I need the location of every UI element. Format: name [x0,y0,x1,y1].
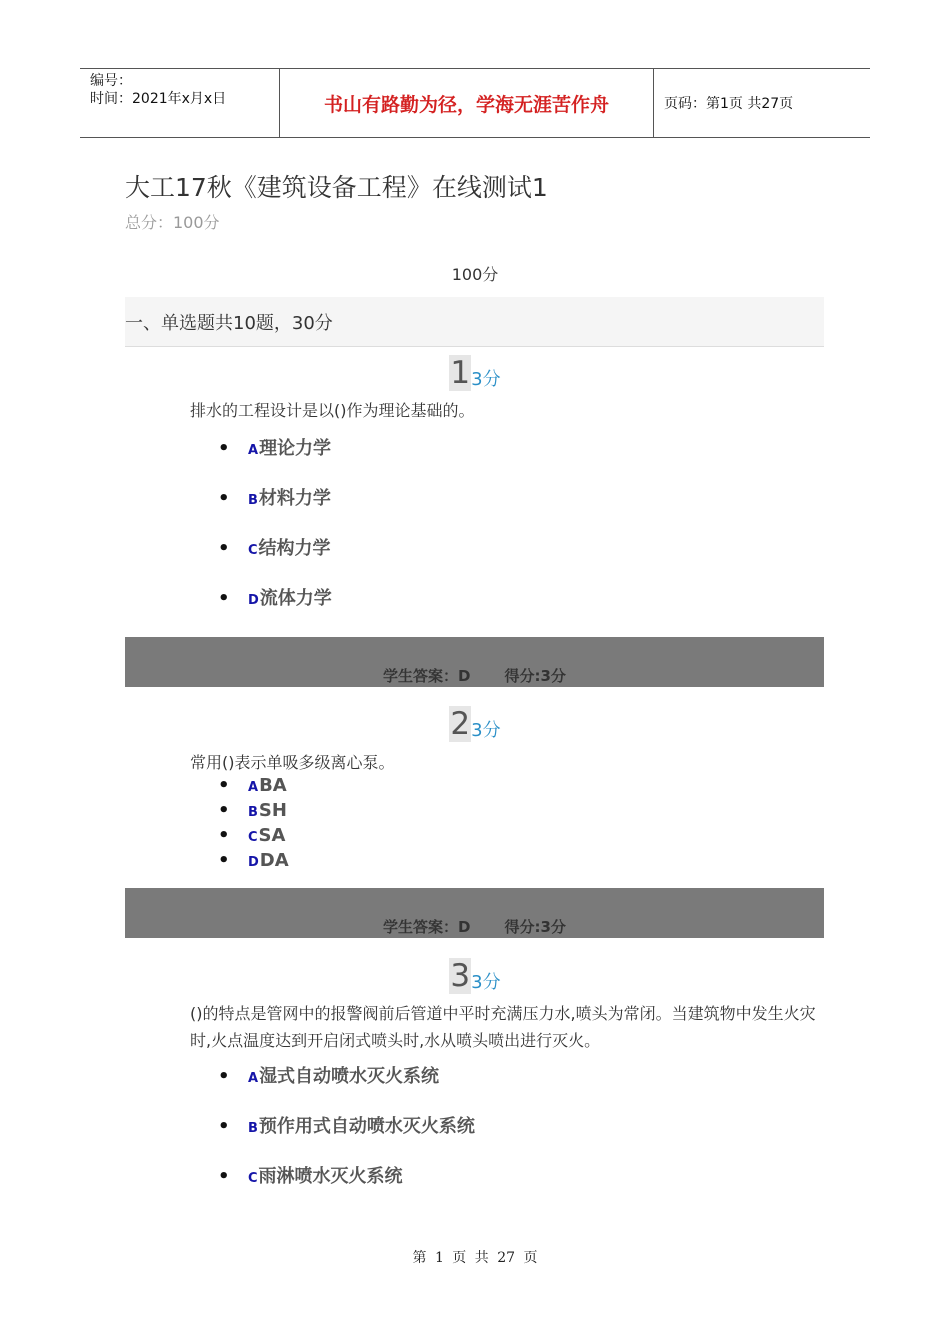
question-text: 排水的工程设计是以()作为理论基础的。 [190,401,475,420]
option-text: DA [259,850,289,871]
question-points: 3分 [471,720,501,741]
option-letter: D [248,593,259,608]
question-index: 3 [450,958,471,994]
option-text: SA [258,825,286,846]
option-letter: B [248,805,258,820]
option-item[interactable] [218,587,332,637]
score-earned: 得分:3分 [504,918,566,936]
question-text: 常用()表示单吸多级离心泵。 [190,753,395,772]
exam-title: 大工17秋《建筑设备工程》在线测试1 [125,173,548,202]
option-item[interactable] [218,1115,475,1165]
option-text: 流体力学 [259,588,332,609]
option-item[interactable] [218,487,332,537]
option-item[interactable] [218,1165,475,1215]
question-index: 1 [450,355,471,391]
option-text: SH [258,800,287,821]
option-item[interactable] [218,849,289,874]
page-footer: 第 1 页 共 27 页 [412,1250,538,1266]
option-letter: B [248,1121,258,1136]
score-earned: 得分:3分 [504,667,566,685]
option-text: 理论力学 [259,438,332,459]
answer-bar [125,888,824,938]
section-heading [125,297,824,347]
option-letter: A [248,780,259,795]
option-list [218,1065,475,1215]
option-letter: A [248,443,259,458]
student-answer: 学生答案：D [383,918,471,936]
document-header [80,68,870,138]
question-points: 3分 [471,972,501,993]
question-text: ()的特点是管网中的报警阀前后管道中平时充满压力水,喷头为常闭。当建筑物中发生火灾时,火点温度达到开启闭式喷头时,水从喷头喷出进行灭火。 [190,1004,816,1050]
question-number [0,355,950,391]
option-item[interactable] [218,537,332,587]
option-text: 材料力学 [258,488,331,509]
student-answer: 学生答案：D [383,667,471,685]
option-item[interactable] [218,799,289,824]
option-text: 雨淋喷水灭火系统 [258,1166,403,1187]
option-letter: C [248,830,258,845]
option-letter: D [248,855,259,870]
page-code: 页码：第1页 共27页 [664,96,794,112]
option-text: 结构力学 [258,538,331,559]
option-item[interactable] [218,1065,475,1115]
option-text: 预作用式自动喷水灭火系统 [258,1116,475,1137]
option-letter: B [248,493,258,508]
option-list [218,437,332,637]
option-letter: A [248,1071,259,1086]
section-heading-text: 一、单选题共10题，30分 [125,312,333,334]
question-points: 3分 [471,369,501,390]
number-label: 编号： [90,73,132,89]
question-number [0,958,950,994]
option-list [218,774,289,874]
option-text: BA [259,775,287,796]
question-index: 2 [450,706,471,742]
option-item[interactable] [218,824,289,849]
option-letter: C [248,1171,258,1186]
time-label: 时间：2021年x月x日 [90,91,227,107]
option-letter: C [248,543,258,558]
option-item[interactable] [218,437,332,487]
exam-total: 总分：100分 [125,213,220,232]
exam-score: 100分 [451,265,499,284]
header-info-cell [80,69,280,137]
option-item[interactable] [218,774,289,799]
answer-bar [125,637,824,687]
option-text: 湿式自动喷水灭火系统 [259,1066,440,1087]
motto: 书山有路勤为径，学海无涯苦作舟 [280,69,654,137]
question-number [0,706,950,742]
